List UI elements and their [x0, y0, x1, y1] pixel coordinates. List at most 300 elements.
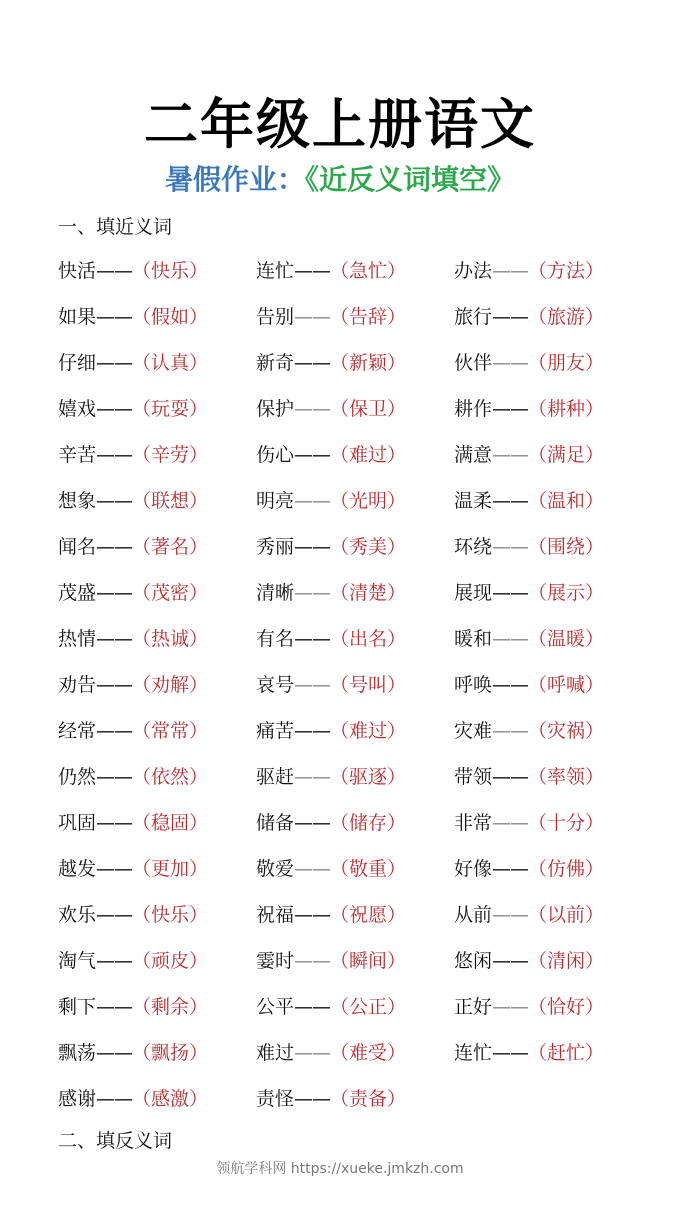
word: 仍然 — [58, 766, 97, 788]
close-paren: ） — [189, 812, 209, 834]
open-paren: （ — [330, 444, 350, 466]
synonym-pair — [454, 575, 652, 621]
open-paren: （ — [528, 812, 548, 834]
answer: 敬重 — [349, 858, 388, 880]
open-paren: （ — [528, 306, 548, 328]
answer: 感激 — [151, 1088, 190, 1110]
dash: —— — [492, 352, 529, 374]
synonym-pair — [454, 759, 652, 805]
dash: —— — [96, 996, 133, 1018]
dash: —— — [492, 1042, 529, 1064]
synonym-pair — [454, 437, 652, 483]
close-paren: ） — [585, 904, 605, 926]
open-paren: （ — [330, 260, 350, 282]
synonym-pair — [58, 1035, 256, 1081]
open-paren: （ — [528, 720, 548, 742]
dash: —— — [96, 950, 133, 972]
dash: —— — [294, 720, 331, 742]
word: 难过 — [256, 1042, 295, 1064]
synonym-pair — [58, 437, 256, 483]
answer: 更加 — [151, 858, 190, 880]
dash: —— — [294, 674, 331, 696]
synonym-pair — [256, 1035, 454, 1081]
word: 有名 — [256, 628, 295, 650]
synonym-pair — [256, 483, 454, 529]
dash: —— — [492, 950, 529, 972]
synonym-pair — [454, 805, 652, 851]
word: 伤心 — [256, 444, 295, 466]
open-paren: （ — [528, 444, 548, 466]
dash: —— — [294, 766, 331, 788]
section-heading-antonyms: 二、填反义词 — [58, 1130, 173, 1152]
answer: 温暖 — [547, 628, 586, 650]
close-paren: ） — [585, 766, 605, 788]
open-paren: （ — [132, 490, 152, 512]
answer: 难过 — [349, 720, 388, 742]
synonym-pair — [58, 345, 256, 391]
synonym-pair — [454, 989, 652, 1035]
synonym-pair — [454, 1035, 652, 1081]
word: 连忙 — [454, 1042, 493, 1064]
word: 秀丽 — [256, 536, 295, 558]
close-paren: ） — [189, 352, 209, 374]
synonym-pair — [256, 1081, 454, 1127]
dash: —— — [96, 1042, 133, 1064]
answer: 依然 — [151, 766, 190, 788]
answer: 顽皮 — [151, 950, 190, 972]
word: 温柔 — [454, 490, 493, 512]
synonym-pair — [256, 529, 454, 575]
word: 旅行 — [454, 306, 493, 328]
dash: —— — [96, 306, 133, 328]
answer: 耕种 — [547, 398, 586, 420]
word: 驱赶 — [256, 766, 295, 788]
close-paren: ） — [189, 996, 209, 1018]
word: 灾难 — [454, 720, 493, 742]
synonym-pair — [454, 667, 652, 713]
answer: 告辞 — [349, 306, 388, 328]
dash: —— — [492, 766, 529, 788]
close-paren: ） — [585, 996, 605, 1018]
open-paren: （ — [132, 444, 152, 466]
dash: —— — [294, 444, 331, 466]
open-paren: （ — [132, 766, 152, 788]
open-paren: （ — [330, 1042, 350, 1064]
dash: —— — [294, 628, 331, 650]
open-paren: （ — [132, 1088, 152, 1110]
page-subtitle — [0, 158, 680, 198]
synonym-pair — [256, 621, 454, 667]
dash: —— — [96, 904, 133, 926]
answer: 十分 — [547, 812, 586, 834]
open-paren: （ — [528, 352, 548, 374]
dash: —— — [492, 674, 529, 696]
dash: —— — [96, 582, 133, 604]
synonym-pair — [58, 713, 256, 759]
close-paren: ） — [387, 904, 407, 926]
open-paren: （ — [132, 536, 152, 558]
open-paren: （ — [330, 1088, 350, 1110]
close-paren: ） — [189, 766, 209, 788]
dash: —— — [96, 858, 133, 880]
close-paren: ） — [387, 1042, 407, 1064]
answer: 认真 — [151, 352, 190, 374]
open-paren: （ — [132, 904, 152, 926]
synonym-pair — [58, 253, 256, 299]
word: 剩下 — [58, 996, 97, 1018]
close-paren: ） — [585, 536, 605, 558]
answer: 旅游 — [547, 306, 586, 328]
open-paren: （ — [330, 996, 350, 1018]
answer: 快乐 — [151, 904, 190, 926]
close-paren: ） — [189, 858, 209, 880]
answer: 光明 — [349, 490, 388, 512]
close-paren: ） — [585, 398, 605, 420]
dash: —— — [96, 628, 133, 650]
synonym-pair — [454, 529, 652, 575]
open-paren: （ — [330, 582, 350, 604]
dash: —— — [96, 1088, 133, 1110]
answer: 围绕 — [547, 536, 586, 558]
answer: 难过 — [349, 444, 388, 466]
dash: —— — [96, 490, 133, 512]
answer: 清楚 — [349, 582, 388, 604]
dash: —— — [96, 720, 133, 742]
answer: 温和 — [547, 490, 586, 512]
close-paren: ） — [387, 352, 407, 374]
word: 热情 — [58, 628, 97, 650]
synonym-pair — [256, 667, 454, 713]
open-paren: （ — [528, 260, 548, 282]
close-paren: ） — [189, 306, 209, 328]
answer: 劝解 — [151, 674, 190, 696]
answer: 飘扬 — [151, 1042, 190, 1064]
close-paren: ） — [189, 536, 209, 558]
open-paren: （ — [132, 950, 152, 972]
answer: 灾祸 — [547, 720, 586, 742]
dash: —— — [294, 260, 331, 282]
open-paren: （ — [132, 812, 152, 834]
dash: —— — [96, 352, 133, 374]
synonym-pair — [256, 299, 454, 345]
synonym-pair — [58, 575, 256, 621]
dash: —— — [96, 260, 133, 282]
answer: 公正 — [349, 996, 388, 1018]
answer: 出名 — [349, 628, 388, 650]
synonym-pair — [58, 943, 256, 989]
synonym-pair — [454, 299, 652, 345]
word: 飘荡 — [58, 1042, 97, 1064]
synonym-pair — [454, 345, 652, 391]
open-paren: （ — [330, 950, 350, 972]
answer: 号叫 — [349, 674, 388, 696]
answer: 新颖 — [349, 352, 388, 374]
close-paren: ） — [189, 950, 209, 972]
dash: —— — [294, 904, 331, 926]
section-heading-synonyms: 一、填近义词 — [58, 216, 173, 238]
word: 仔细 — [58, 352, 97, 374]
close-paren: ） — [387, 490, 407, 512]
open-paren: （ — [330, 858, 350, 880]
synonym-pair — [58, 1081, 256, 1127]
close-paren: ） — [387, 996, 407, 1018]
open-paren: （ — [330, 628, 350, 650]
answer: 恰好 — [547, 996, 586, 1018]
close-paren: ） — [387, 628, 407, 650]
word: 快活 — [58, 260, 97, 282]
open-paren: （ — [528, 536, 548, 558]
answer: 常常 — [151, 720, 190, 742]
synonym-pair — [58, 483, 256, 529]
synonym-pair — [454, 943, 652, 989]
answer: 清闲 — [547, 950, 586, 972]
word: 非常 — [454, 812, 493, 834]
dash: —— — [492, 444, 529, 466]
subtitle-prefix: 暑假作业： — [164, 163, 305, 196]
word: 明亮 — [256, 490, 295, 512]
answer: 率领 — [547, 766, 586, 788]
dash: —— — [294, 490, 331, 512]
answer: 难受 — [349, 1042, 388, 1064]
word: 祝福 — [256, 904, 295, 926]
synonym-pair — [256, 897, 454, 943]
word: 带领 — [454, 766, 493, 788]
word: 感谢 — [58, 1088, 97, 1110]
dash: —— — [96, 812, 133, 834]
word: 想象 — [58, 490, 97, 512]
open-paren: （ — [528, 628, 548, 650]
open-paren: （ — [528, 950, 548, 972]
answer: 快乐 — [151, 260, 190, 282]
dash: —— — [294, 858, 331, 880]
synonym-pair — [454, 621, 652, 667]
dash: —— — [96, 398, 133, 420]
answer: 呼喊 — [547, 674, 586, 696]
word: 欢乐 — [58, 904, 97, 926]
answer: 展示 — [547, 582, 586, 604]
open-paren: （ — [330, 490, 350, 512]
word: 敬爱 — [256, 858, 295, 880]
word: 悠闲 — [454, 950, 493, 972]
word: 告别 — [256, 306, 295, 328]
answer: 赶忙 — [547, 1042, 586, 1064]
dash: —— — [294, 996, 331, 1018]
dash: —— — [96, 444, 133, 466]
close-paren: ） — [189, 1088, 209, 1110]
dash: —— — [294, 950, 331, 972]
answer: 祝愿 — [349, 904, 388, 926]
dash: —— — [294, 306, 331, 328]
open-paren: （ — [528, 766, 548, 788]
dash: —— — [492, 720, 529, 742]
open-paren: （ — [528, 904, 548, 926]
word: 劝告 — [58, 674, 97, 696]
answer: 保卫 — [349, 398, 388, 420]
answer: 瞬间 — [349, 950, 388, 972]
open-paren: （ — [132, 858, 152, 880]
close-paren: ） — [189, 260, 209, 282]
answer: 储存 — [349, 812, 388, 834]
synonym-pair — [256, 805, 454, 851]
dash: —— — [294, 536, 331, 558]
synonym-pair — [256, 713, 454, 759]
synonym-pair — [256, 575, 454, 621]
synonym-pair — [454, 713, 652, 759]
word: 储备 — [256, 812, 295, 834]
open-paren: （ — [528, 582, 548, 604]
open-paren: （ — [528, 996, 548, 1018]
close-paren: ） — [189, 674, 209, 696]
synonym-pair — [58, 989, 256, 1035]
word: 越发 — [58, 858, 97, 880]
word: 新奇 — [256, 352, 295, 374]
word: 巩固 — [58, 812, 97, 834]
answer: 假如 — [151, 306, 190, 328]
subtitle-name: 《近反义词填空》 — [305, 163, 516, 196]
word: 清晰 — [256, 582, 295, 604]
answer: 责备 — [349, 1088, 388, 1110]
dash: —— — [492, 858, 529, 880]
open-paren: （ — [132, 352, 152, 374]
open-paren: （ — [528, 1042, 548, 1064]
open-paren: （ — [132, 260, 152, 282]
close-paren: ） — [387, 766, 407, 788]
answer: 秀美 — [349, 536, 388, 558]
synonym-pair — [256, 391, 454, 437]
synonym-pair — [58, 529, 256, 575]
close-paren: ） — [387, 950, 407, 972]
word: 耕作 — [454, 398, 493, 420]
close-paren: ） — [189, 398, 209, 420]
word: 展现 — [454, 582, 493, 604]
synonym-pair — [58, 897, 256, 943]
dash: —— — [96, 536, 133, 558]
synonym-pair — [454, 851, 652, 897]
close-paren: ） — [189, 1042, 209, 1064]
open-paren: （ — [330, 812, 350, 834]
close-paren: ） — [585, 582, 605, 604]
close-paren: ） — [189, 720, 209, 742]
open-paren: （ — [528, 490, 548, 512]
synonym-pair — [454, 253, 652, 299]
word: 痛苦 — [256, 720, 295, 742]
synonym-pair — [256, 437, 454, 483]
synonym-pair — [58, 391, 256, 437]
close-paren: ） — [585, 352, 605, 374]
close-paren: ） — [189, 628, 209, 650]
dash: —— — [294, 1088, 331, 1110]
word: 保护 — [256, 398, 295, 420]
synonym-pair — [454, 391, 652, 437]
dash: —— — [492, 628, 529, 650]
open-paren: （ — [132, 628, 152, 650]
close-paren: ） — [387, 582, 407, 604]
synonym-pair — [58, 621, 256, 667]
word: 经常 — [58, 720, 97, 742]
word: 淘气 — [58, 950, 97, 972]
synonym-pair — [256, 345, 454, 391]
word: 连忙 — [256, 260, 295, 282]
dash: —— — [492, 306, 529, 328]
answer: 驱逐 — [349, 766, 388, 788]
dash: —— — [492, 582, 529, 604]
close-paren: ） — [387, 720, 407, 742]
close-paren: ） — [387, 536, 407, 558]
open-paren: （ — [132, 582, 152, 604]
open-paren: （ — [330, 674, 350, 696]
synonym-pair — [256, 253, 454, 299]
open-paren: （ — [132, 306, 152, 328]
open-paren: （ — [528, 858, 548, 880]
answer: 以前 — [547, 904, 586, 926]
close-paren: ） — [585, 306, 605, 328]
synonym-pair — [256, 989, 454, 1035]
synonym-pair — [454, 483, 652, 529]
answer: 联想 — [151, 490, 190, 512]
open-paren: （ — [528, 398, 548, 420]
close-paren: ） — [387, 444, 407, 466]
close-paren: ） — [585, 1042, 605, 1064]
word: 满意 — [454, 444, 493, 466]
close-paren: ） — [387, 398, 407, 420]
dash: —— — [492, 812, 529, 834]
open-paren: （ — [330, 536, 350, 558]
dash: —— — [294, 582, 331, 604]
synonym-pair — [58, 299, 256, 345]
page-title: 二年级上册语文 — [144, 93, 536, 156]
word: 环绕 — [454, 536, 493, 558]
synonym-pair — [58, 805, 256, 851]
word: 从前 — [454, 904, 493, 926]
open-paren: （ — [330, 720, 350, 742]
synonym-pair — [58, 851, 256, 897]
word: 责怪 — [256, 1088, 295, 1110]
footer-watermark: 领航学科网 https://xueke.jmkzh.com — [216, 1161, 464, 1177]
open-paren: （ — [132, 1042, 152, 1064]
word: 哀号 — [256, 674, 295, 696]
dash: —— — [294, 352, 331, 374]
synonym-pair — [256, 759, 454, 805]
close-paren: ） — [387, 260, 407, 282]
answer: 热诚 — [151, 628, 190, 650]
answer: 方法 — [547, 260, 586, 282]
word: 辛苦 — [58, 444, 97, 466]
dash: —— — [492, 490, 529, 512]
close-paren: ） — [585, 490, 605, 512]
answer: 玩耍 — [151, 398, 190, 420]
answer: 茂密 — [151, 582, 190, 604]
dash: —— — [492, 398, 529, 420]
close-paren: ） — [387, 858, 407, 880]
close-paren: ） — [585, 674, 605, 696]
answer: 急忙 — [349, 260, 388, 282]
synonym-pair — [58, 667, 256, 713]
word: 如果 — [58, 306, 97, 328]
open-paren: （ — [528, 674, 548, 696]
open-paren: （ — [132, 674, 152, 696]
close-paren: ） — [585, 628, 605, 650]
open-paren: （ — [132, 720, 152, 742]
close-paren: ） — [585, 720, 605, 742]
synonym-grid — [58, 253, 678, 1127]
close-paren: ） — [189, 904, 209, 926]
close-paren: ） — [585, 858, 605, 880]
close-paren: ） — [189, 490, 209, 512]
open-paren: （ — [132, 996, 152, 1018]
word: 闻名 — [58, 536, 97, 558]
word: 公平 — [256, 996, 295, 1018]
close-paren: ） — [387, 1088, 407, 1110]
